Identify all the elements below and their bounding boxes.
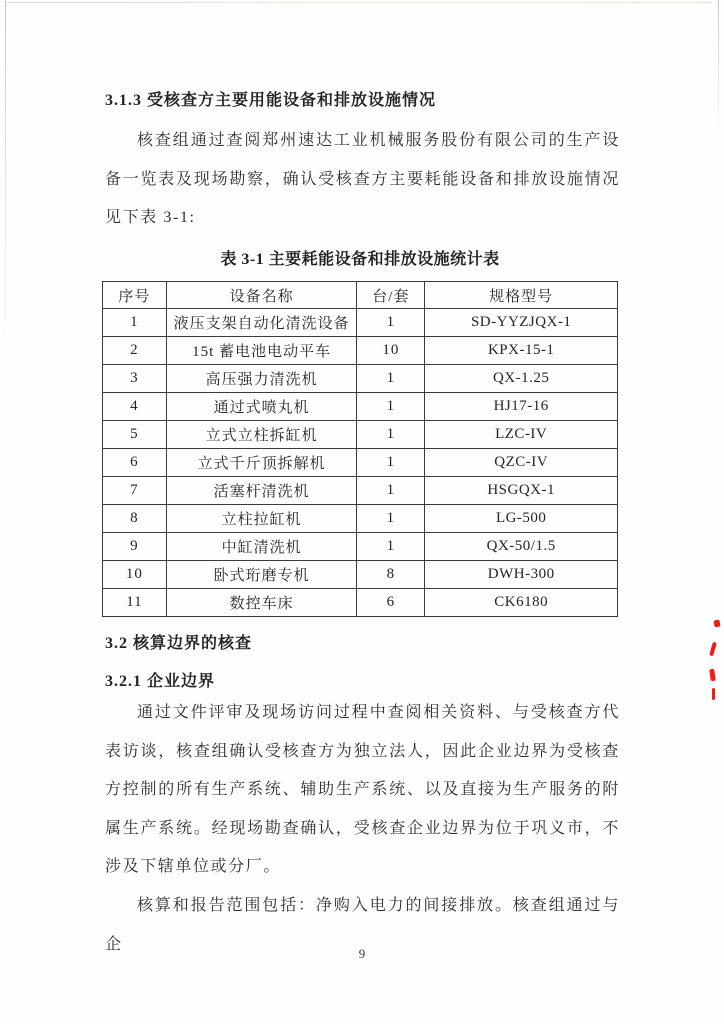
table-header-seq: 序号: [103, 282, 167, 309]
table-cell: 7: [103, 477, 167, 505]
table-cell: 立式立柱拆缸机: [166, 421, 357, 449]
table-cell: 1: [357, 309, 425, 337]
table-row: [103, 309, 618, 337]
table-cell: 6: [357, 589, 425, 617]
scan-edge-top: [6, 2, 712, 3]
table-header-row: [103, 282, 618, 309]
table-cell: 1: [103, 309, 167, 337]
table-row: [103, 449, 618, 477]
table-cell: 5: [103, 421, 167, 449]
table-cell: 2: [103, 337, 167, 365]
table-cell: QZC-IV: [425, 449, 618, 477]
equipment-table-body: [103, 309, 618, 617]
table-cell: 3: [103, 365, 167, 393]
red-annotation-mark: [709, 642, 717, 657]
table-cell: 高压强力清洗机: [166, 365, 357, 393]
table-cell: 活塞杆清洗机: [166, 477, 357, 505]
table-cell: 15t 蓄电池电动平车: [166, 337, 357, 365]
table-cell: HSGQX-1: [425, 477, 618, 505]
section-heading-3-2-1: 3.2.1 企业边界: [105, 673, 216, 690]
table-cell: 1: [357, 477, 425, 505]
page-number: 9: [358, 946, 366, 961]
table-cell: 立式千斤顶拆解机: [166, 449, 357, 477]
red-annotation-mark: [709, 669, 716, 682]
table-cell: 通过式喷丸机: [166, 393, 357, 421]
red-annotation-mark: [712, 688, 715, 700]
table-cell: 1: [357, 533, 425, 561]
table-header-spec: 规格型号: [425, 282, 618, 309]
table-cell: 8: [103, 505, 167, 533]
table-cell: 1: [357, 393, 425, 421]
table-row: [103, 533, 618, 561]
table-cell: 1: [357, 449, 425, 477]
table-cell: CK6180: [425, 589, 618, 617]
table-cell: LZC-IV: [425, 421, 618, 449]
table-header-name: 设备名称: [166, 282, 357, 309]
table-cell: 6: [103, 449, 167, 477]
table-cell: HJ17-16: [425, 393, 618, 421]
table-row: [103, 365, 618, 393]
table-cell: QX-50/1.5: [425, 533, 618, 561]
paragraph-3-2-1-b: 核算和报告范围包括：净购入电力的间接排放。核查组通过与企: [105, 897, 620, 953]
table-cell: 8: [357, 561, 425, 589]
table-cell: 数控车床: [166, 589, 357, 617]
red-annotation-mark: [713, 619, 720, 627]
table-cell: 11: [103, 589, 167, 617]
table-cell: 10: [103, 561, 167, 589]
table-cell: 卧式珩磨专机: [166, 561, 357, 589]
table-row: [103, 393, 618, 421]
section-heading-3-2: 3.2 核算边界的核查: [105, 635, 253, 652]
table-cell: 1: [357, 505, 425, 533]
table-row: [103, 505, 618, 533]
table-cell: QX-1.25: [425, 365, 618, 393]
scan-edge-right: [718, 0, 719, 140]
paragraph-3-1-3: 核查组通过查阅郑州速达工业机械服务股份有限公司的生产设备一览表及现场勘察，确认受核查方主要耗能设备和排放设施情况见下表 3-1:: [105, 132, 620, 226]
table-title: 表 3-1 主要耗能设备和排放设施统计表: [220, 251, 500, 268]
table-row: [103, 421, 618, 449]
table-row: [103, 337, 618, 365]
table-cell: 9: [103, 533, 167, 561]
paragraph-3-2-1-a: 通过文件评审及现场访问过程中查阅相关资料、与受核查方代表访谈，核查组确认受核查方为独立法人，因此企业边界为受核查方控制的所有生产系统、辅助生产系统、以及直接为生产服务的附属生产系统。经现场勘查确认，受核查企业边界为位于巩义市，不涉及下辖单位或分厂。: [105, 704, 620, 875]
section-heading-3-1-3: 3.1.3 受核查方主要用能设备和排放设施情况: [105, 92, 437, 109]
table-cell: 立柱拉缸机: [166, 505, 357, 533]
table-cell: KPX-15-1: [425, 337, 618, 365]
table-header-count: 台/套: [357, 282, 425, 309]
table-cell: LG-500: [425, 505, 618, 533]
table-cell: DWH-300: [425, 561, 618, 589]
table-cell: 4: [103, 393, 167, 421]
scan-edge-left: [5, 0, 6, 380]
table-row: [103, 589, 618, 617]
table-cell: 中缸清洗机: [166, 533, 357, 561]
table-cell: 10: [357, 337, 425, 365]
table-row: [103, 477, 618, 505]
table-cell: 1: [357, 365, 425, 393]
table-row: [103, 561, 618, 589]
table-cell: SD-YYZJQX-1: [425, 309, 618, 337]
table-cell: 液压支架自动化清洗设备: [166, 309, 357, 337]
equipment-table: [102, 281, 618, 617]
table-cell: 1: [357, 421, 425, 449]
